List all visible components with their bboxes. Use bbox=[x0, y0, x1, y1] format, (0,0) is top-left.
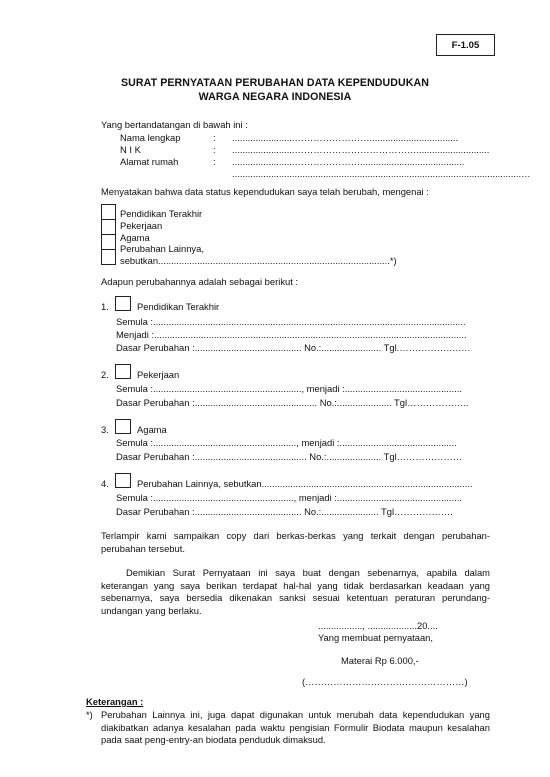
section3-checkbox[interactable] bbox=[115, 419, 131, 434]
closing-paragraph: Demikian Surat Pernyataan ini saya buat dengan sebenarnya, apabila dalam keterangan yang saya berikan terdapat hal-hal yang tidak berdasarkan keadaan yang sebenarnya, saya bersedia dikenakan sanksi sesuai ketentuan peraturan perundang-undangan yang berlaku. bbox=[101, 567, 490, 616]
checkbox-pekerjaan[interactable] bbox=[101, 219, 116, 235]
section2-title: Pekerjaan bbox=[137, 369, 180, 380]
notes-heading: Keterangan : bbox=[86, 696, 144, 707]
section1-menjadi[interactable]: Menjadi :........................................................................................................................ bbox=[116, 329, 467, 340]
section3-dasar[interactable]: Dasar Perubahan :........................................... No.:..................... Tgl………………… bbox=[116, 451, 463, 462]
nik-field[interactable]: ........................…………………………………............................ bbox=[232, 144, 490, 155]
sign-maker-label: Yang membuat pernyataan, bbox=[318, 632, 434, 643]
nama-field[interactable]: ........................…………………….................................. bbox=[232, 132, 459, 143]
nama-label: Nama lengkap bbox=[120, 132, 181, 143]
section2-number: 2. bbox=[101, 369, 109, 380]
section1-title: Pendidikan Terakhir bbox=[137, 301, 220, 312]
sign-date-line[interactable]: ................., ...................20.... bbox=[318, 620, 438, 631]
checkbox-agama[interactable] bbox=[101, 234, 116, 250]
section4-checkbox[interactable] bbox=[115, 473, 131, 488]
section1-dasar[interactable]: Dasar Perubahan :......................................... No.:....................... Tgl.……………….…. bbox=[116, 342, 471, 353]
statement-text: Menyatakan bahwa data status kependudukan saya telah berubah, mengenai : bbox=[101, 186, 429, 197]
checkbox-lainnya[interactable] bbox=[101, 249, 116, 265]
section4-semula[interactable]: Semula :......................................................, menjadi :................................................ bbox=[116, 492, 462, 503]
attachment-paragraph: Terlampir kami sampaikan copy dari berkas-berkas yang terkait dengan perubahan-perubahan tersebut. bbox=[101, 530, 490, 554]
section2-semula[interactable]: Semula :........................................................., menjadi :............................................. bbox=[116, 383, 462, 394]
section3-number: 3. bbox=[101, 424, 109, 435]
section1-number: 1. bbox=[101, 301, 109, 312]
notes-asterisk: *) bbox=[86, 709, 93, 720]
nik-label: N I K bbox=[120, 144, 141, 155]
form-code: F-1.05 bbox=[436, 34, 495, 56]
changes-intro: Adapun perubahannya adalah sebagai berikut : bbox=[101, 276, 299, 287]
document-title-line2: WARGA NEGARA INDONESIA bbox=[198, 91, 352, 103]
section2-dasar[interactable]: Dasar Perubahan :............................................... No.:..................... Tgl……………….. bbox=[116, 397, 469, 408]
section3-semula[interactable]: Semula :......................................................., menjadi :............................................. bbox=[116, 437, 457, 448]
checkbox-pendidikan[interactable] bbox=[101, 204, 116, 220]
section2-checkbox[interactable] bbox=[115, 364, 131, 379]
nik-colon: : bbox=[213, 144, 216, 155]
alamat-colon: : bbox=[213, 156, 216, 167]
option-pekerjaan: Pekerjaan bbox=[120, 220, 163, 231]
option-agama: Agama bbox=[120, 232, 150, 243]
nama-colon: : bbox=[213, 132, 216, 143]
alamat-label: Alamat rumah bbox=[120, 156, 179, 167]
option-lainnya: Perubahan Lainnya, bbox=[120, 243, 204, 254]
section1-semula[interactable]: Semula :........................................................................................................................ bbox=[116, 316, 466, 327]
option-pendidikan: Pendidikan Terakhir bbox=[120, 208, 203, 219]
intro-text: Yang bertandatangan di bawah ini : bbox=[101, 119, 248, 130]
option-sebutkan[interactable]: sebutkan.........................................................................................*) bbox=[120, 255, 397, 266]
section4-dasar[interactable]: Dasar Perubahan :......................................... No.:...................... Tgl………………. bbox=[116, 506, 453, 517]
document-title-line1: SURAT PERNYATAAN PERUBAHAN DATA KEPENDUDUKAN bbox=[120, 77, 430, 89]
signature-name-line[interactable]: (……………………………………………) bbox=[302, 676, 468, 687]
materai-label: Materai Rp 6.000,- bbox=[341, 655, 419, 666]
alamat-field-line2[interactable]: ...............................................................................................................… bbox=[232, 168, 531, 179]
section4-title[interactable]: Perubahan Lainnya, sebutkan................................................................................. bbox=[137, 478, 473, 489]
notes-text: Perubahan Lainnya ini, juga dapat digunakan untuk merubah data kependudukan yang diakibatkan adanya kesalahan pada waktu pengisian Formulir Biodata maupun kesalahan pada saat peng-entry-an biodata penduduk dimaksud. bbox=[101, 709, 490, 746]
section3-title: Agama bbox=[137, 424, 167, 435]
section4-number: 4. bbox=[101, 478, 109, 489]
alamat-field[interactable]: ........................…………………........................................ bbox=[232, 156, 465, 167]
section1-checkbox[interactable] bbox=[115, 296, 131, 311]
